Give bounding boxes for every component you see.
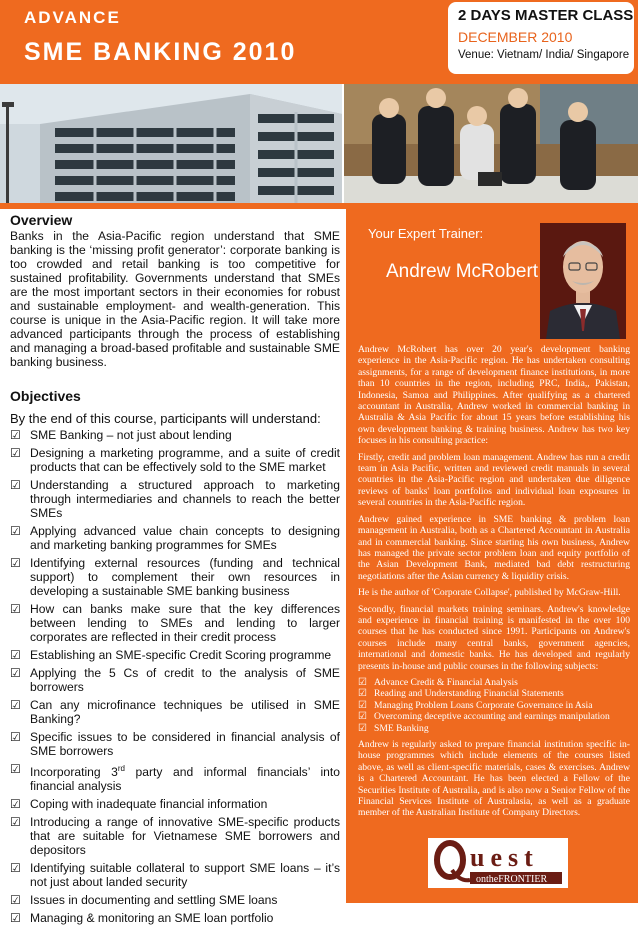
checkbox-icon: ☑	[10, 797, 21, 812]
checkbox-icon: ☑	[10, 556, 21, 570]
masterclass-box	[448, 2, 634, 74]
checkbox-icon: ☑	[10, 730, 21, 744]
bio-paragraph: Firstly, credit and problem loan management. Andrew has run a credit team in Asia Pacific, written and reviewed credit manuals in several countries in the Asia-Pacific region and undertaken due diligence reviews of banks' loan portfolios and individual loan exposures in several countries in the Asia-Pacific region.	[358, 451, 630, 509]
title-block	[24, 8, 296, 67]
list-item: ☑ Coping with inadequate financial information	[10, 797, 268, 812]
checkbox-icon: ☑	[10, 648, 21, 662]
left-column	[10, 211, 340, 929]
masterclass-venue: Venue: Vietnam/ India/ Singapore	[458, 49, 630, 61]
checkbox-icon: ☑	[10, 602, 21, 616]
list-item: ☑ Designing a marketing programme, and a suite of credit products that can be effectively sold to the SME market	[10, 446, 340, 474]
checkbox-icon: ☑	[358, 722, 367, 734]
overview-heading: Overview	[10, 212, 73, 228]
list-item: ☑ Establishing an SME-specific Credit Scoring programme	[10, 648, 332, 662]
checkbox-icon: ☑	[358, 676, 367, 688]
checkbox-icon: ☑	[10, 478, 21, 492]
checkbox-icon: ☑	[358, 699, 367, 711]
list-item: ☑ Can any microfinance techniques be utilised in SME Banking?	[10, 698, 340, 726]
list-item: ☑ How can banks make sure that the key differences between lending to SMEs and lending to larger corporates are reflected in their credit process	[10, 602, 340, 644]
quest-logo	[428, 838, 568, 888]
bio-paragraph: Secondly, financial markets training seminars. Andrew's knowledge and experience in financial training is manifested in the over 100 courses that he has conducted since 1991. Participants on Andrew's courses include many central banks, government agencies, international and domestic banks. He has developed and regularly presents in-house and public courses in the following subjects:	[358, 603, 630, 672]
list-item: ☑ Identifying external resources (funding and technical support) to complement their own resources in developing a sustainable SME banking business	[10, 556, 340, 598]
list-item: ☑ SME Banking	[358, 722, 429, 734]
list-item: ☑ Overcoming deceptive accounting and earnings manipulation	[358, 711, 610, 723]
checkbox-icon: ☑	[10, 428, 21, 442]
list-item: ☑ Specific issues to be considered in financial analysis of SME borrowers	[10, 730, 340, 758]
objectives-heading: Objectives	[10, 388, 81, 404]
list-item: ☑ Advance Credit & Financial Analysis	[358, 676, 518, 688]
trainer-bio	[358, 344, 630, 824]
bio-paragraph: Andrew gained experience in SME banking & problem loan management in Australia, both as a Chartered Accountant in Australia and in commercial banking. Since starting his own business, Andrew has managed the private sector problem loan and equity portfolio of the Asian Development Bank, mediated bad debt restructuring negotiations after the Asian currency & liquidity crisis.	[358, 513, 630, 582]
list-item: ☑ Incorporating 3rd party and informal financials’ into financial analysis	[10, 762, 340, 794]
title-line-2: SME BANKING 2010	[24, 38, 297, 66]
logo-tagline: ontheFRONTIER	[476, 874, 548, 885]
list-item: ☑ Applying the 5 Cs of credit to the analysis of SME borrowers	[10, 666, 340, 694]
list-item: ☑ Managing Problem Loans Corporate Governance in Asia	[358, 699, 593, 711]
photo-strip	[0, 84, 638, 204]
checkbox-icon: ☑	[358, 711, 367, 723]
list-item: ☑ Issues in documenting and settling SME loans	[10, 893, 278, 908]
objectives-list	[10, 428, 340, 925]
checkbox-icon: ☑	[10, 861, 21, 876]
header-banner	[0, 0, 638, 84]
trainer-heading: Your Expert Trainer:	[368, 226, 484, 241]
business-meeting-image	[344, 84, 638, 204]
checkbox-icon: ☑	[358, 688, 367, 700]
list-item: ☑ Identifying suitable collateral to support SME loans – it’s not just about landed security	[10, 861, 340, 890]
checkbox-icon: ☑	[10, 446, 21, 460]
logo-word: uest	[470, 843, 539, 872]
checkbox-icon: ☑	[10, 666, 21, 680]
trainer-name: Andrew McRobert	[386, 261, 539, 282]
subjects-list	[358, 677, 630, 734]
objectives-lead: By the end of this course, participants will understand:	[10, 411, 321, 426]
bio-paragraph: He is the author of 'Corporate Collapse', published by McGraw-Hill.	[358, 587, 621, 599]
checkbox-icon: ☑	[10, 524, 21, 538]
checkbox-icon: ☑	[10, 762, 21, 776]
checkbox-icon: ☑	[10, 815, 21, 830]
bio-paragraph: Andrew McRobert has over 20 year's development banking experience in the Asia-Pacific region. He has undertaken consulting assignments, for a range of development finance institutions, in more than 10 countries in the region, including PRC, India,, Pakistan, Indonesia, Samoa and Philippines. After qualifying as a chartered accountant in Australia, Andrew worked in commercial banking in Australia & Asia Pacific for about 15 years before establishing his own development banking & training business. Andrew has two key focuses in his consulting practice:	[358, 344, 630, 447]
checkbox-icon: ☑	[10, 911, 21, 926]
title-line-1: ADVANCE	[24, 8, 121, 27]
list-item: ☑ Managing & monitoring an SME loan portfolio	[10, 911, 274, 926]
checkbox-icon: ☑	[10, 893, 21, 908]
list-item: ☑ Introducing a range of innovative SME-specific products that are suitable for Vietnamese SME borrowers and depositors	[10, 815, 340, 858]
trainer-portrait	[540, 223, 626, 339]
list-item: ☑ Reading and Understanding Financial Statements	[358, 688, 564, 700]
office-building-image	[0, 84, 342, 204]
overview-text: Banks in the Asia-Pacific region understand that SME banking is the ‘missing profit generator’: corporate banking is too crowded and retail banking is too competitive for sustained profitability. Governments understand that SMEs are the most important sectors in their economies for robust and sustainable employment- and wealth-generation. This course is unique in the Asia-Pacific region. It will take more advanced participants through the process of establishing and managing a broad-based profitable and sustainable SME banking business.	[10, 229, 340, 369]
masterclass-title: 2 DAYS MASTER CLASS	[458, 7, 634, 24]
list-item: ☑ Applying advanced value chain concepts to designing and marketing banking programmes for SMEs	[10, 524, 340, 552]
checkbox-icon: ☑	[10, 698, 21, 712]
list-item: ☑ SME Banking – not just about lending	[10, 428, 232, 442]
list-item: ☑ Understanding a structured approach to marketing through intermediaries and channels to reach the better SMEs	[10, 478, 340, 520]
bio-closing: Andrew is regularly asked to prepare financial institution specific in-house programmes which include elements of the courses listed above, as well as client-specific materials, cases & exercises. Andrew is a Chartered Accountant. He has been elected a Fellow of the Securities Institute of Australia, and is also now a Senior Fellow of the Financial Services Institute of Australasia, as well as a graduate member of the Australian Institute of Company Directors.	[358, 739, 630, 819]
masterclass-date: DECEMBER 2010	[458, 29, 573, 45]
